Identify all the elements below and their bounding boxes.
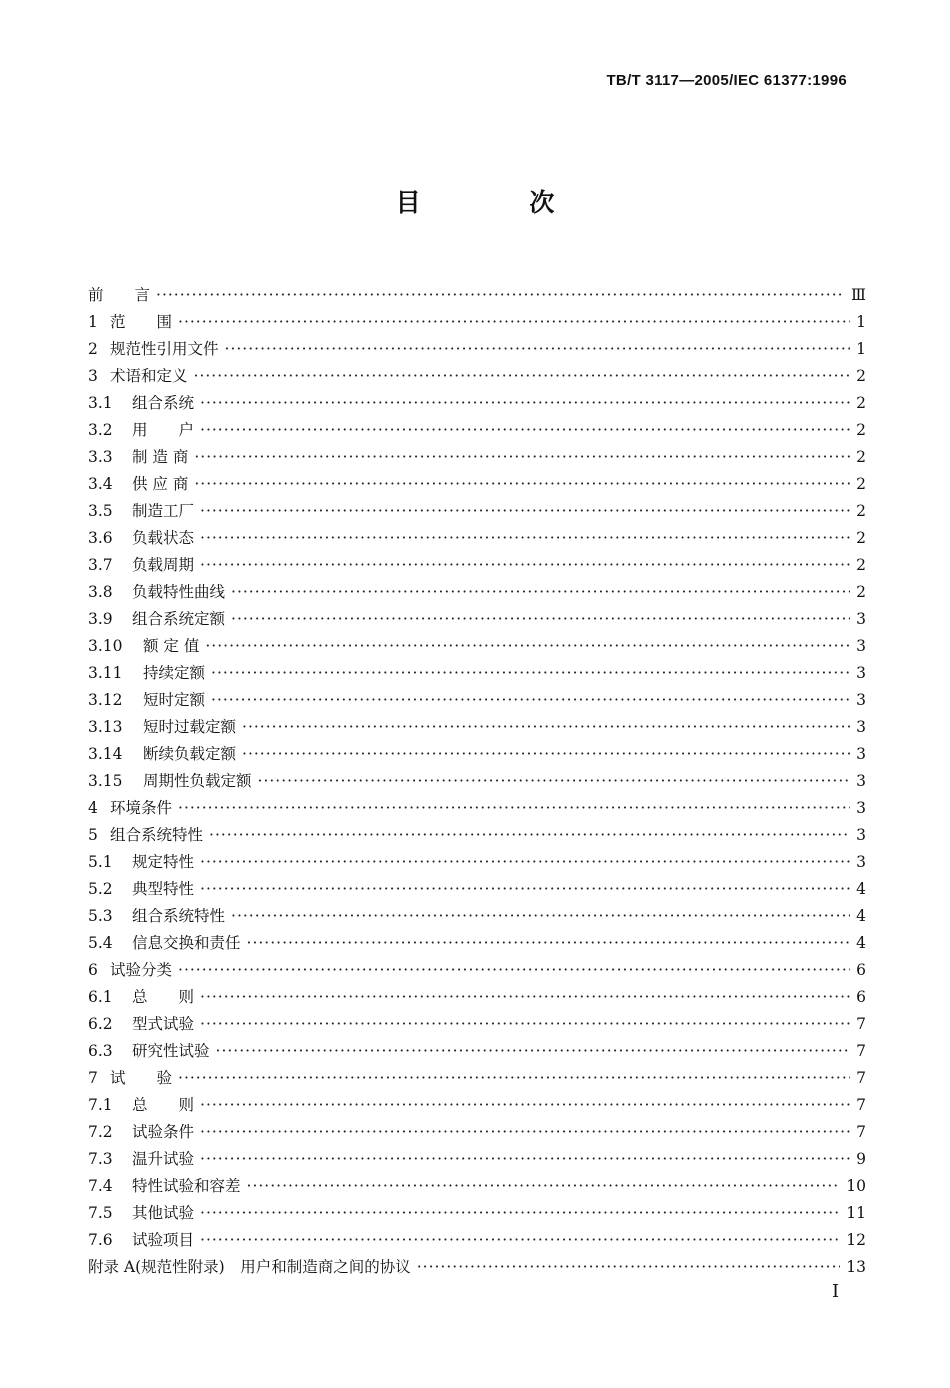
toc-entry-number: 3.8 <box>88 583 113 601</box>
toc-entry[interactable] <box>88 1119 866 1146</box>
toc-entry-page: 2 <box>856 367 866 385</box>
toc-leader-dots <box>231 903 850 930</box>
toc-entry-page: 6 <box>856 988 866 1006</box>
toc-leader-dots <box>216 1038 850 1065</box>
toc-entry[interactable] <box>88 1200 866 1227</box>
toc-leader-dots <box>194 363 850 390</box>
toc-entry-label: 制造工厂 <box>132 502 195 520</box>
toc-entry-number: 3.4 <box>88 475 113 493</box>
toc-entry-label: 规范性引用文件 <box>110 340 219 358</box>
toc-entry-label: 供 应 商 <box>132 475 189 493</box>
toc-leader-dots <box>231 579 850 606</box>
toc-entry-label: 短时过载定额 <box>143 718 237 736</box>
toc-entry-page: 2 <box>856 421 866 439</box>
toc-leader-dots <box>200 1011 850 1038</box>
toc-entry-page: 2 <box>856 529 866 547</box>
toc-entry-page: 3 <box>856 799 866 817</box>
toc-entry-page: 3 <box>856 610 866 628</box>
toc-entry-label: 典型特性 <box>132 880 195 898</box>
toc-entry-label: 组合系统定额 <box>132 610 226 628</box>
toc-entry-label: 组合系统特性 <box>110 826 204 844</box>
toc-leader-dots <box>178 957 850 984</box>
toc-entry-number: 5.2 <box>88 880 113 898</box>
toc-entry-number: 3.12 <box>88 691 123 709</box>
toc-leader-dots <box>417 1254 841 1281</box>
toc-entry[interactable] <box>88 498 866 525</box>
toc-entry-number: 7.4 <box>88 1177 113 1195</box>
toc-leader-dots <box>194 471 850 498</box>
toc-entry[interactable] <box>88 309 866 336</box>
toc-leader-dots <box>200 417 850 444</box>
toc-entry[interactable] <box>88 1092 866 1119</box>
toc-entry-label: 前 言 <box>88 286 151 304</box>
toc-entry[interactable] <box>88 984 866 1011</box>
toc-entry-label: 范 围 <box>110 313 173 331</box>
toc-entry[interactable] <box>88 768 866 795</box>
toc-entry[interactable] <box>88 714 866 741</box>
toc-leader-dots <box>242 714 850 741</box>
toc-entry-page: 3 <box>856 691 866 709</box>
toc-entry-number: 1 <box>88 313 98 331</box>
toc-entry-number: 3.3 <box>88 448 113 466</box>
toc-entry-label: 负载周期 <box>132 556 195 574</box>
toc-entry-page: 7 <box>856 1042 866 1060</box>
toc-entry-page: 4 <box>856 880 866 898</box>
toc-entry-number: 3.14 <box>88 745 123 763</box>
toc-entry[interactable] <box>88 633 866 660</box>
toc-entry[interactable] <box>88 849 866 876</box>
toc-entry-number: 6 <box>88 961 98 979</box>
toc-entry-label: 研究性试验 <box>132 1042 210 1060</box>
toc-leader-dots <box>258 768 850 795</box>
toc-leader-dots <box>200 1146 850 1173</box>
toc-entry-page: 10 <box>846 1177 866 1195</box>
toc-entry[interactable] <box>88 1146 866 1173</box>
toc-entry-label: 用 户 <box>132 421 195 439</box>
standard-code: TB/T 3117—2005/IEC 61377:1996 <box>606 72 847 89</box>
toc-entry-number: 7.6 <box>88 1231 113 1249</box>
toc-entry-number: 4 <box>88 799 98 817</box>
toc-leader-dots <box>156 282 845 309</box>
toc-entry-number: 3 <box>88 367 98 385</box>
toc-entry-page: 2 <box>856 475 866 493</box>
toc-entry-page: 2 <box>856 583 866 601</box>
toc-entry-label: 短时定额 <box>143 691 206 709</box>
toc-entry-number: 7.5 <box>88 1204 113 1222</box>
toc-entry-page: 7 <box>856 1015 866 1033</box>
toc-entry-page: 3 <box>856 853 866 871</box>
toc-entry[interactable] <box>88 579 866 606</box>
toc-entry[interactable] <box>88 282 866 309</box>
toc-entry-page: 3 <box>856 664 866 682</box>
toc-leader-dots <box>200 1092 850 1119</box>
toc-entry-number: 2 <box>88 340 98 358</box>
toc-entry-number: 3.6 <box>88 529 113 547</box>
toc-entry-label: 制 造 商 <box>132 448 189 466</box>
toc-entry-page: 3 <box>856 772 866 790</box>
toc-entry-label: 术语和定义 <box>110 367 188 385</box>
toc-entry[interactable] <box>88 1227 866 1254</box>
toc-entry[interactable] <box>88 930 866 957</box>
toc-leader-dots <box>209 822 850 849</box>
toc-entry-number: 5.3 <box>88 907 113 925</box>
toc-entry-label: 总 则 <box>132 988 195 1006</box>
toc-entry-page: 2 <box>856 502 866 520</box>
toc-entry-page: 3 <box>856 637 866 655</box>
toc-entry-number: 5 <box>88 826 98 844</box>
toc-entry-label: 附录 A(规范性附录) 用户和制造商之间的协议 <box>88 1258 411 1276</box>
toc-leader-dots <box>200 1119 850 1146</box>
toc-entry-number: 5.1 <box>88 853 113 871</box>
toc-title: 目 次 <box>395 188 605 217</box>
toc-entry-page: 7 <box>856 1069 866 1087</box>
toc-entry-label: 其他试验 <box>132 1204 195 1222</box>
toc-entry-page: 11 <box>846 1204 866 1222</box>
toc-leader-dots <box>200 984 850 1011</box>
toc-entry-page: 13 <box>846 1258 866 1276</box>
toc-entry[interactable] <box>88 687 866 714</box>
toc-entry-label: 组合系统特性 <box>132 907 226 925</box>
toc-entry-label: 试 验 <box>110 1069 173 1087</box>
toc-leader-dots <box>242 741 850 768</box>
toc-entry[interactable] <box>88 525 866 552</box>
toc-leader-dots <box>231 606 850 633</box>
toc-leader-dots <box>200 1200 840 1227</box>
toc-entry-page: 7 <box>856 1123 866 1141</box>
toc-entry[interactable] <box>88 957 866 984</box>
toc-entry-page: 6 <box>856 961 866 979</box>
toc-entry-page: 2 <box>856 448 866 466</box>
toc-entry-number: 6.1 <box>88 988 113 1006</box>
toc-entry-number: 3.9 <box>88 610 113 628</box>
toc-entry-number: 7.2 <box>88 1123 113 1141</box>
toc-entry[interactable] <box>88 822 866 849</box>
toc-entry-page: 4 <box>856 907 866 925</box>
toc-entry-label: 组合系统 <box>132 394 195 412</box>
toc-leader-dots <box>225 336 850 363</box>
toc-entry-number: 3.7 <box>88 556 113 574</box>
toc-entry-page: 7 <box>856 1096 866 1114</box>
toc-entry[interactable] <box>88 336 866 363</box>
toc-entry[interactable] <box>88 552 866 579</box>
toc-entry[interactable] <box>88 1254 866 1281</box>
toc-entry-label: 负载特性曲线 <box>132 583 226 601</box>
toc-entry-page: 12 <box>846 1231 866 1249</box>
toc-leader-dots <box>178 795 850 822</box>
toc-entry[interactable] <box>88 1038 866 1065</box>
toc-entry-number: 3.1 <box>88 394 113 412</box>
toc-entry[interactable] <box>88 741 866 768</box>
toc-entry-page: 3 <box>856 826 866 844</box>
table-of-contents <box>88 282 866 1281</box>
toc-entry[interactable] <box>88 903 866 930</box>
toc-entry-page: 3 <box>856 718 866 736</box>
toc-entry-number: 3.10 <box>88 637 123 655</box>
toc-leader-dots <box>211 660 850 687</box>
toc-entry-page: Ⅲ <box>851 286 866 304</box>
toc-entry[interactable] <box>88 876 866 903</box>
toc-entry-number: 3.11 <box>88 664 123 682</box>
toc-entry-label: 信息交换和责任 <box>132 934 241 952</box>
toc-entry-label: 试验条件 <box>132 1123 195 1141</box>
toc-entry-label: 额 定 值 <box>143 637 200 655</box>
toc-leader-dots <box>200 1227 840 1254</box>
toc-leader-dots <box>178 1065 850 1092</box>
toc-entry-page: 1 <box>856 313 866 331</box>
toc-entry-label: 规定特性 <box>132 853 195 871</box>
toc-entry[interactable] <box>88 444 866 471</box>
toc-leader-dots <box>200 849 850 876</box>
toc-entry[interactable] <box>88 1065 866 1092</box>
toc-leader-dots <box>200 390 850 417</box>
toc-entry-page: 2 <box>856 394 866 412</box>
toc-entry-number: 7.3 <box>88 1150 113 1168</box>
toc-entry[interactable] <box>88 1173 866 1200</box>
toc-entry-label: 持续定额 <box>143 664 206 682</box>
toc-entry[interactable] <box>88 471 866 498</box>
toc-entry-number: 7 <box>88 1069 98 1087</box>
toc-entry-number: 6.3 <box>88 1042 113 1060</box>
toc-leader-dots <box>205 633 850 660</box>
toc-leader-dots <box>247 930 850 957</box>
toc-entry[interactable] <box>88 660 866 687</box>
toc-entry-page: 9 <box>856 1150 866 1168</box>
page-folio: I <box>832 1281 840 1302</box>
toc-entry-label: 负载状态 <box>132 529 195 547</box>
toc-entry-number: 3.15 <box>88 772 123 790</box>
toc-leader-dots <box>211 687 850 714</box>
toc-entry[interactable] <box>88 795 866 822</box>
toc-entry[interactable] <box>88 1011 866 1038</box>
toc-entry-label: 总 则 <box>132 1096 195 1114</box>
toc-entry[interactable] <box>88 390 866 417</box>
toc-leader-dots <box>200 525 850 552</box>
toc-entry[interactable] <box>88 417 866 444</box>
toc-entry-page: 1 <box>856 340 866 358</box>
toc-entry-label: 试验项目 <box>132 1231 195 1249</box>
toc-entry-number: 5.4 <box>88 934 113 952</box>
toc-entry-label: 温升试验 <box>132 1150 195 1168</box>
toc-entry-label: 型式试验 <box>132 1015 195 1033</box>
toc-leader-dots <box>178 309 850 336</box>
toc-entry-number: 3.2 <box>88 421 113 439</box>
toc-entry-number: 3.5 <box>88 502 113 520</box>
toc-entry[interactable] <box>88 363 866 390</box>
toc-entry-label: 断续负载定额 <box>143 745 237 763</box>
toc-entry-page: 4 <box>856 934 866 952</box>
toc-leader-dots <box>200 552 850 579</box>
toc-entry-page: 3 <box>856 745 866 763</box>
toc-entry-label: 试验分类 <box>110 961 173 979</box>
toc-leader-dots <box>247 1173 841 1200</box>
toc-leader-dots <box>200 498 850 525</box>
toc-entry[interactable] <box>88 606 866 633</box>
toc-leader-dots <box>200 876 850 903</box>
toc-entry-number: 7.1 <box>88 1096 113 1114</box>
toc-entry-label: 周期性负载定额 <box>143 772 252 790</box>
toc-entry-page: 2 <box>856 556 866 574</box>
toc-entry-label: 环境条件 <box>110 799 173 817</box>
toc-entry-number: 3.13 <box>88 718 123 736</box>
toc-entry-label: 特性试验和容差 <box>132 1177 241 1195</box>
toc-leader-dots <box>194 444 850 471</box>
toc-entry-number: 6.2 <box>88 1015 113 1033</box>
